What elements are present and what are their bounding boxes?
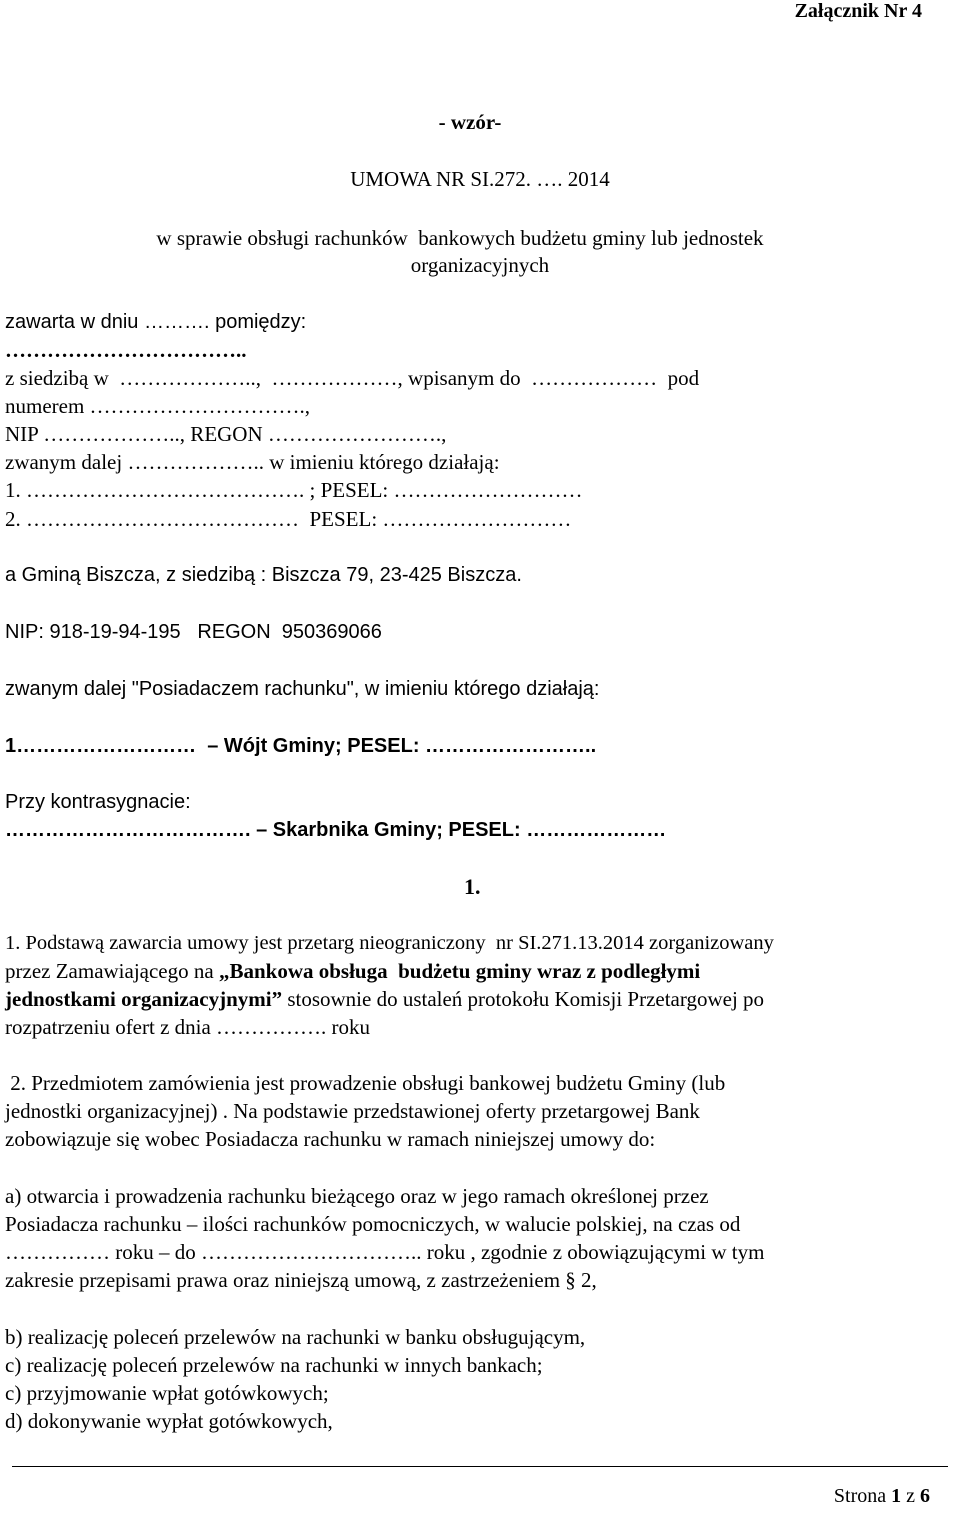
page-label: Strona <box>833 1485 887 1507</box>
tender-name-part-1: „Bankowa obsługa budżetu gminy wraz z podległymi <box>218 959 701 983</box>
party-seat-line: z siedzibą w ……………….., ………………, wpisanym do ……………… pod <box>5 366 700 390</box>
item-a-line-3: …………… roku – do ………………………….. roku , zgodnie z obowiązującymi w tym <box>5 1240 765 1264</box>
contract-subject-line-1: w sprawie obsługi rachunków bankowych budżetu gminy lub jednostek <box>156 226 764 250</box>
account-holder-line: zwanym dalej "Posiadaczem rachunku", w imieniu którego działają: <box>5 678 600 700</box>
clause-1-line-3b: stosownie do ustaleń protokołu Komisji Przetargowej po <box>282 987 765 1011</box>
template-label: - wzór- <box>438 110 502 134</box>
clause-2-line-1: 2. Przedmiotem zamówienia jest prowadzenie obsługi bankowej budżetu Gminy (lub <box>5 1071 726 1095</box>
concluded-on-line: zawarta w dniu ………. pomiędzy: <box>5 311 307 333</box>
contract-title: UMOWA NR SI.272. …. 2014 <box>350 167 610 191</box>
party-name-placeholder: …………………………….. <box>5 338 247 362</box>
clause-2-line-2: jednostki organizacyjnej) . Na podstawie przedstawionej oferty przetargowej Bank <box>5 1099 700 1123</box>
party-representative-1: 1. …………………………………. ; PESEL: ……………………… <box>5 478 583 502</box>
municipality-nip-regon: NIP: 918-19-94-195 REGON 950369066 <box>5 621 382 643</box>
clause-1-line-4: rozpatrzeniu ofert z dnia ……………. roku <box>5 1015 371 1039</box>
clause-2-line-3: zobowiązuje się wobec Posiadacza rachunku w ramach niniejszej umowy do: <box>5 1127 656 1151</box>
party-representation-line: zwanym dalej ……………….. w imieniu którego działają: <box>5 450 500 474</box>
item-a-line-4: zakresie przepisami prawa oraz niniejszą umową, z zastrzeżeniem § 2, <box>5 1268 597 1292</box>
section-heading: 1. <box>464 874 481 899</box>
clause-1-line-2a: przez Zamawiającego na <box>5 959 219 983</box>
item-a-line-1: a) otwarcia i prowadzenia rachunku bieżącego oraz w jego ramach określonej przez <box>5 1184 709 1208</box>
treasurer-line: ………………………………. – Skarbnika Gminy; PESEL: ………………… <box>5 819 672 841</box>
total-pages: 6 <box>920 1485 930 1507</box>
party-number-line: numerem …………………………., <box>5 394 311 418</box>
party-nip-regon-line: NIP ……………….., REGON ……………………., <box>5 422 447 446</box>
party-representative-2: 2. ………………………………… PESEL: ……………………… <box>5 507 572 531</box>
tender-name-part-2: jednostkami organizacyjnymi” <box>5 987 283 1011</box>
item-c-deposits: c) przyjmowanie wpłat gotówkowych; <box>5 1381 329 1405</box>
item-c-transfers: c) realizację poleceń przelewów na rachunki w innych bankach; <box>5 1353 543 1377</box>
of-label: z <box>906 1485 915 1507</box>
countersignature-label: Przy kontrasygnacie: <box>5 791 191 813</box>
item-d: d) dokonywanie wypłat gotówkowych, <box>5 1409 333 1433</box>
page-number <box>834 1485 930 1508</box>
footer-divider <box>12 1466 948 1467</box>
item-b: b) realizację poleceń przelewów na rachunki w banku obsługującym, <box>5 1325 586 1349</box>
clause-1-line-1: 1. Podstawą zawarcia umowy jest przetarg nieograniczony nr SI.271.13.2014 zorganizowany <box>5 932 774 954</box>
current-page: 1 <box>891 1485 902 1507</box>
municipality-line: a Gminą Biszcza, z siedzibą : Biszcza 79, 23-425 Biszcza. <box>5 564 522 586</box>
item-a-line-2: Posiadacza rachunku – ilości rachunków pomocniczych, w walucie polskiej, na czas od <box>5 1212 741 1236</box>
contract-subject-line-2: organizacyjnych <box>410 253 550 277</box>
appendix-label: Załącznik Nr 4 <box>794 0 922 22</box>
mayor-line: 1……………………… – Wójt Gminy; PESEL: …………………….. <box>5 735 597 757</box>
